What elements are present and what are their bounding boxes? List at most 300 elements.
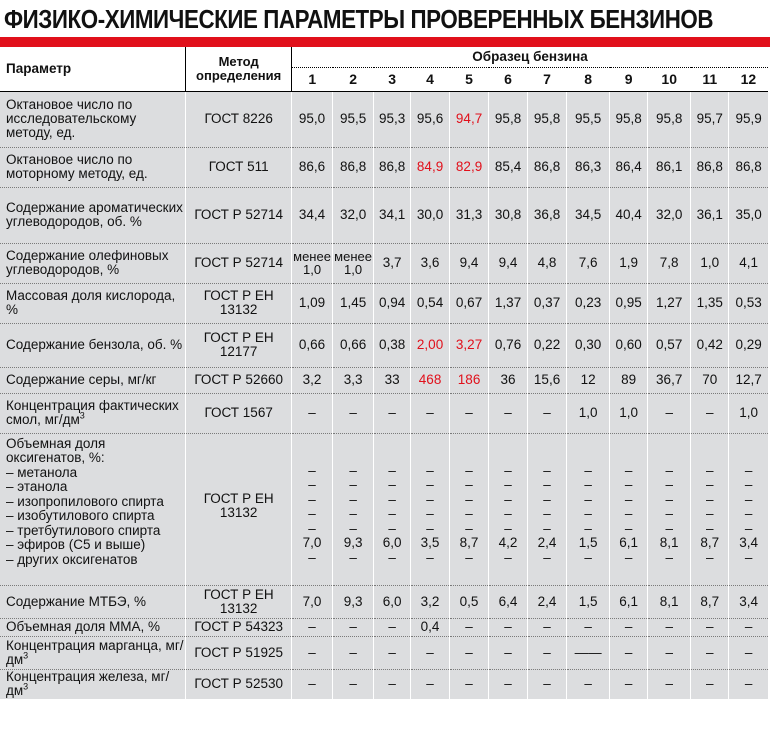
method-cell: ГОСТ Р ЕН 13132 xyxy=(186,283,292,323)
value-cell: 95,8 xyxy=(528,91,567,147)
value-cell: 34,4 xyxy=(292,187,333,243)
value-cell: 30,0 xyxy=(411,187,450,243)
value-cell: 0,66 xyxy=(292,323,333,367)
parameter-cell xyxy=(0,618,186,636)
value-cell: 95,8 xyxy=(489,91,528,147)
value-cell: 2,00 xyxy=(411,323,450,367)
header-parameter: Параметр xyxy=(0,47,186,91)
value-cell: 86,8 xyxy=(528,147,567,187)
value-cell: 9,3 xyxy=(333,585,374,618)
oxygenate-value: – xyxy=(426,491,434,507)
value-cell: 0,53 xyxy=(729,283,768,323)
oxygenate-value: – xyxy=(388,491,396,507)
value-cell: – xyxy=(411,636,450,669)
oxygenate-value: – xyxy=(465,549,473,565)
table-row xyxy=(0,585,768,618)
parameter-line: – эфиров (С5 и выше) xyxy=(6,537,146,552)
value-cell: 2,4 xyxy=(528,585,567,618)
oxygenate-value: – xyxy=(665,506,673,521)
value-cell: 1,0 xyxy=(691,243,729,283)
oxygenate-value: – xyxy=(504,477,512,492)
value-cell xyxy=(489,433,528,585)
oxygenate-value: 8,7 xyxy=(459,535,479,550)
parameter-label: Объемная доля ММА, % xyxy=(6,619,161,634)
value-cell: 86,8 xyxy=(374,147,411,187)
table-row xyxy=(0,393,768,433)
oxygenate-value: – xyxy=(308,506,316,521)
value-cell: – xyxy=(567,669,610,699)
parameter-cell xyxy=(0,323,186,367)
value-cell: – xyxy=(374,618,411,636)
value-cell: – xyxy=(333,669,374,699)
method-cell: ГОСТ Р 54323 xyxy=(186,618,292,636)
value-cell: – xyxy=(333,393,374,433)
method-cell: ГОСТ 8226 xyxy=(186,91,292,147)
header-sample-number: 2 xyxy=(333,67,374,91)
value-cell: 95,6 xyxy=(411,91,450,147)
value-cell: – xyxy=(333,618,374,636)
oxygenate-value: 8,1 xyxy=(659,535,679,550)
method-cell: ГОСТ 511 xyxy=(186,147,292,187)
parameter-line: – этанола xyxy=(6,479,68,494)
value-cell: 4,8 xyxy=(528,243,567,283)
value-cell: 1,9 xyxy=(610,243,648,283)
value-cell xyxy=(528,433,567,585)
value-cell: 85,4 xyxy=(489,147,528,187)
page-title: ФИЗИКО-ХИМИЧЕСКИЕ ПАРАМЕТРЫ ПРОВЕРЕННЫХ БЕНЗИНОВ xyxy=(4,4,714,34)
method-cell: ГОСТ Р ЕН 13132 xyxy=(186,585,292,618)
value-cell: 86,8 xyxy=(333,147,374,187)
value-cell: – xyxy=(729,669,768,699)
value-cell: 1,37 xyxy=(489,283,528,323)
value-cell: 3,3 xyxy=(333,367,374,393)
oxygenate-value: – xyxy=(584,549,592,565)
value-cell: – xyxy=(729,618,768,636)
parameter-label: Октановое число по исследовательскому методу, ед. xyxy=(6,97,137,140)
oxygenate-value: – xyxy=(584,462,592,478)
oxygenate-value: – xyxy=(465,462,473,478)
header-sample-number: 9 xyxy=(610,67,648,91)
value-cell: – xyxy=(450,393,489,433)
value-cell: 0,5 xyxy=(450,585,489,618)
value-cell: 12,7 xyxy=(729,367,768,393)
parameter-cell xyxy=(0,433,186,585)
value-cell: 0,95 xyxy=(610,283,648,323)
oxygenate-value: 6,1 xyxy=(619,535,639,550)
unit-superscript: 3 xyxy=(23,650,29,660)
value-cell: 82,9 xyxy=(450,147,489,187)
oxygenate-value: – xyxy=(624,477,633,492)
header-sample-number: 4 xyxy=(411,67,450,91)
value-cell: – xyxy=(610,618,648,636)
value-cell: 186 xyxy=(450,367,489,393)
value-cell: 86,1 xyxy=(648,147,691,187)
oxygenate-value: – xyxy=(388,520,396,536)
oxygenate-value: 3,5 xyxy=(420,535,440,550)
oxygenate-value: 6,0 xyxy=(382,535,402,550)
parameter-label: Содержание бензола, об. % xyxy=(6,337,183,352)
oxygenate-value: – xyxy=(705,491,714,507)
oxygenate-value: – xyxy=(624,491,633,507)
value-cell: менее 1,0 xyxy=(333,243,374,283)
value-cell: 6,4 xyxy=(489,585,528,618)
value-cell: 6,1 xyxy=(610,585,648,618)
oxygenate-value: – xyxy=(705,520,714,536)
value-cell: 32,0 xyxy=(333,187,374,243)
value-cell xyxy=(691,433,729,585)
value-cell: 0,54 xyxy=(411,283,450,323)
value-cell: – xyxy=(648,669,691,699)
value-cell: – xyxy=(333,636,374,669)
parameter-cell xyxy=(0,367,186,393)
oxygenate-value: – xyxy=(584,491,592,507)
value-cell: 0,4 xyxy=(411,618,450,636)
parameter-label: Октановое число по моторному методу, ед. xyxy=(6,152,148,181)
value-cell: 7,0 xyxy=(292,585,333,618)
oxygenate-value: – xyxy=(543,506,551,521)
oxygenate-value: – xyxy=(624,462,633,478)
value-cell: 0,38 xyxy=(374,323,411,367)
value-cell: 86,8 xyxy=(691,147,729,187)
value-cell xyxy=(610,433,648,585)
value-cell: 0,94 xyxy=(374,283,411,323)
parameter-cell xyxy=(0,393,186,433)
value-cell: 0,37 xyxy=(528,283,567,323)
value-cell: – xyxy=(292,393,333,433)
value-cell: – xyxy=(489,618,528,636)
oxygenate-value: – xyxy=(308,462,316,478)
oxygenate-value: – xyxy=(465,477,473,492)
value-cell: 95,7 xyxy=(691,91,729,147)
header-red-bar xyxy=(0,37,770,47)
parameter-line: Объемная доля xyxy=(6,435,106,451)
value-cell: 1,27 xyxy=(648,283,691,323)
header-sample: Образец бензина xyxy=(292,47,768,67)
parameter-cell xyxy=(0,585,186,618)
value-cell: 0,22 xyxy=(528,323,567,367)
value-cell: 0,30 xyxy=(567,323,610,367)
oxygenate-value: – xyxy=(665,462,673,478)
oxygenate-value: – xyxy=(744,477,753,492)
value-cell: – xyxy=(528,669,567,699)
parameter-cell xyxy=(0,187,186,243)
value-cell: 84,9 xyxy=(411,147,450,187)
table-row xyxy=(0,618,768,636)
oxygenate-value: – xyxy=(388,477,396,492)
value-cell: – xyxy=(648,618,691,636)
value-cell: – xyxy=(691,618,729,636)
value-cell: 95,5 xyxy=(567,91,610,147)
oxygenate-value: 8,7 xyxy=(700,535,720,550)
value-cell: 32,0 xyxy=(648,187,691,243)
header-sample-number: 12 xyxy=(729,67,768,91)
oxygenate-value: – xyxy=(624,506,633,521)
table-row xyxy=(0,147,768,187)
method-cell: ГОСТ Р 52714 xyxy=(186,187,292,243)
header-sample-number: 1 xyxy=(292,67,333,91)
parameter-cell xyxy=(0,283,186,323)
value-cell: 0,57 xyxy=(648,323,691,367)
parameter-line: оксигенатов, %: xyxy=(6,450,105,465)
oxygenate-value: – xyxy=(584,506,592,521)
value-cell: – xyxy=(648,393,691,433)
table-row xyxy=(0,367,768,393)
value-cell: – xyxy=(528,636,567,669)
value-cell xyxy=(450,433,489,585)
value-cell: 1,5 xyxy=(567,585,610,618)
value-cell: – xyxy=(489,393,528,433)
value-cell: 95,0 xyxy=(292,91,333,147)
oxygenate-value: – xyxy=(426,520,434,536)
oxygenate-value: – xyxy=(504,520,512,536)
value-cell: – xyxy=(374,636,411,669)
oxygenate-value: – xyxy=(705,462,714,478)
oxygenate-value: – xyxy=(465,506,473,521)
oxygenate-value: – xyxy=(744,462,753,478)
parameter-cell xyxy=(0,91,186,147)
value-cell: 35,0 xyxy=(729,187,768,243)
value-cell: 40,4 xyxy=(610,187,648,243)
parameter-label: Массовая доля кислорода, % xyxy=(6,288,176,317)
value-cell: 34,1 xyxy=(374,187,411,243)
method-cell: ГОСТ Р ЕН 13132 xyxy=(186,433,292,585)
oxygenate-value: – xyxy=(584,477,592,492)
value-cell: 36,8 xyxy=(528,187,567,243)
value-cell: 89 xyxy=(610,367,648,393)
table-row xyxy=(0,243,768,283)
table-row xyxy=(0,323,768,367)
oxygenate-value: – xyxy=(744,506,753,521)
parameter-label: Содержание серы, мг/кг xyxy=(6,372,157,387)
method-cell: ГОСТ Р 52714 xyxy=(186,243,292,283)
value-cell: —— xyxy=(567,636,610,669)
header-sample-number: 11 xyxy=(691,67,729,91)
value-cell: 0,66 xyxy=(333,323,374,367)
method-cell: ГОСТ Р 52530 xyxy=(186,669,292,699)
value-cell xyxy=(374,433,411,585)
oxygenate-value: – xyxy=(349,506,357,521)
oxygenate-value: – xyxy=(624,520,633,536)
header-sample-number: 5 xyxy=(450,67,489,91)
oxygenate-value: – xyxy=(744,491,753,507)
value-cell: 86,6 xyxy=(292,147,333,187)
table-row xyxy=(0,636,768,669)
parameter-line: – изобутилового спирта xyxy=(6,508,155,523)
value-cell: 1,35 xyxy=(691,283,729,323)
parameter-label: Концентрация марганца, мг/дм xyxy=(6,637,184,667)
oxygenate-value: – xyxy=(504,549,512,565)
oxygenate-value: – xyxy=(388,462,396,478)
value-cell: – xyxy=(374,669,411,699)
parameter-line: – других оксигенатов xyxy=(6,551,138,567)
oxygenate-value: – xyxy=(308,520,316,536)
value-cell: 3,27 xyxy=(450,323,489,367)
value-cell: 1,45 xyxy=(333,283,374,323)
oxygenate-value: – xyxy=(665,491,673,507)
value-cell: 0,42 xyxy=(691,323,729,367)
oxygenate-value: – xyxy=(624,549,633,565)
oxygenate-value: – xyxy=(705,549,714,565)
oxygenate-value: – xyxy=(349,462,357,478)
oxygenate-value: – xyxy=(388,506,396,521)
oxygenate-value: – xyxy=(308,477,316,492)
value-cell: – xyxy=(292,618,333,636)
value-cell: 4,1 xyxy=(729,243,768,283)
header-sample-number: 3 xyxy=(374,67,411,91)
oxygenate-value: – xyxy=(388,549,396,565)
oxygenate-value: – xyxy=(426,462,434,478)
value-cell: 36 xyxy=(489,367,528,393)
parameter-cell xyxy=(0,243,186,283)
table-row xyxy=(0,283,768,323)
value-cell: 0,60 xyxy=(610,323,648,367)
value-cell: 0,29 xyxy=(729,323,768,367)
oxygenate-value: 7,0 xyxy=(302,535,322,550)
unit-superscript: 3 xyxy=(23,681,29,692)
value-cell: 0,67 xyxy=(450,283,489,323)
oxygenate-value: – xyxy=(504,491,512,507)
value-cell: – xyxy=(489,636,528,669)
oxygenate-value: – xyxy=(349,520,357,536)
oxygenate-value: – xyxy=(744,520,753,536)
value-cell: 9,4 xyxy=(489,243,528,283)
value-cell xyxy=(567,433,610,585)
value-cell: 95,3 xyxy=(374,91,411,147)
oxygenate-value: 3,4 xyxy=(739,535,758,550)
parameter-line: – метанола xyxy=(6,464,78,480)
header-sample-number: 6 xyxy=(489,67,528,91)
value-cell: 9,4 xyxy=(450,243,489,283)
oxygenate-value: 4,2 xyxy=(498,535,518,550)
oxygenate-value: – xyxy=(584,520,592,536)
value-cell: 94,7 xyxy=(450,91,489,147)
oxygenate-value: – xyxy=(665,477,673,492)
oxygenate-value: 2,4 xyxy=(537,535,557,550)
value-cell: 3,4 xyxy=(729,585,768,618)
table-row xyxy=(0,91,768,147)
value-cell: – xyxy=(411,669,450,699)
value-cell: 15,6 xyxy=(528,367,567,393)
parameter-label: Концентрация фактических смол, мг/дм xyxy=(6,398,179,427)
oxygenate-value: – xyxy=(349,491,357,507)
oxygenate-value: – xyxy=(349,549,357,565)
value-cell: 95,8 xyxy=(610,91,648,147)
parameter-label: Содержание ароматических углеводородов, об. % xyxy=(6,200,183,229)
value-cell: – xyxy=(374,393,411,433)
parameter-line: – третбутилового спирта xyxy=(6,522,161,538)
method-cell: ГОСТ Р 51925 xyxy=(186,636,292,669)
value-cell: 3,7 xyxy=(374,243,411,283)
value-cell: – xyxy=(292,669,333,699)
oxygenate-value: – xyxy=(705,477,714,492)
value-cell: 12 xyxy=(567,367,610,393)
value-cell: 31,3 xyxy=(450,187,489,243)
value-cell: – xyxy=(610,636,648,669)
value-cell: 3,2 xyxy=(411,585,450,618)
method-cell: ГОСТ Р ЕН 12177 xyxy=(186,323,292,367)
value-cell: 0,76 xyxy=(489,323,528,367)
header-method: Метод определения xyxy=(186,47,292,91)
value-cell: 34,5 xyxy=(567,187,610,243)
method-cell: ГОСТ Р 52660 xyxy=(186,367,292,393)
value-cell: – xyxy=(691,669,729,699)
value-cell: 70 xyxy=(691,367,729,393)
value-cell xyxy=(333,433,374,585)
value-cell xyxy=(648,433,691,585)
value-cell: – xyxy=(648,636,691,669)
value-cell xyxy=(411,433,450,585)
table-row xyxy=(0,433,768,585)
header-sample-number: 7 xyxy=(528,67,567,91)
oxygenate-value: – xyxy=(465,520,473,536)
value-cell: 33 xyxy=(374,367,411,393)
header-sample-number: 8 xyxy=(567,67,610,91)
oxygenate-value: – xyxy=(308,549,316,565)
value-cell: 86,8 xyxy=(729,147,768,187)
value-cell: 7,8 xyxy=(648,243,691,283)
value-cell: 6,0 xyxy=(374,585,411,618)
value-cell: – xyxy=(729,636,768,669)
oxygenate-value: – xyxy=(744,549,753,565)
value-cell: 95,8 xyxy=(648,91,691,147)
value-cell: 36,7 xyxy=(648,367,691,393)
oxygenate-value: – xyxy=(543,549,551,565)
value-cell: 1,0 xyxy=(610,393,648,433)
parameter-cell xyxy=(0,147,186,187)
value-cell: – xyxy=(691,636,729,669)
oxygenate-value: – xyxy=(504,462,512,478)
oxygenate-value: – xyxy=(543,477,551,492)
value-cell: 3,2 xyxy=(292,367,333,393)
value-cell: 8,1 xyxy=(648,585,691,618)
oxygenate-value: – xyxy=(543,520,551,536)
oxygenate-value: – xyxy=(426,506,434,521)
parameter-line: – изопропилового спирта xyxy=(6,493,164,509)
parameter-label: Концентрация железа, мг/дм xyxy=(6,669,170,699)
value-cell: 468 xyxy=(411,367,450,393)
value-cell: 1,0 xyxy=(729,393,768,433)
value-cell: 36,1 xyxy=(691,187,729,243)
oxygenate-value: – xyxy=(308,491,316,507)
value-cell: 0,23 xyxy=(567,283,610,323)
value-cell: 3,6 xyxy=(411,243,450,283)
oxygenate-value: – xyxy=(543,462,551,478)
header-sample-number: 10 xyxy=(648,67,691,91)
oxygenate-value: 9,3 xyxy=(343,535,363,550)
value-cell: 86,4 xyxy=(610,147,648,187)
table-row xyxy=(0,669,768,699)
value-cell: – xyxy=(528,393,567,433)
value-cell: – xyxy=(691,393,729,433)
oxygenate-value: – xyxy=(705,506,714,521)
value-cell: – xyxy=(528,618,567,636)
value-cell: 86,3 xyxy=(567,147,610,187)
value-cell: 30,8 xyxy=(489,187,528,243)
gasoline-parameters-table xyxy=(0,47,768,699)
value-cell: – xyxy=(411,393,450,433)
value-cell: 8,7 xyxy=(691,585,729,618)
oxygenate-value: – xyxy=(426,477,434,492)
oxygenate-value: 1,5 xyxy=(578,535,598,550)
oxygenate-value: – xyxy=(665,549,673,565)
value-cell: – xyxy=(292,636,333,669)
value-cell: 1,09 xyxy=(292,283,333,323)
value-cell: 95,9 xyxy=(729,91,768,147)
value-cell xyxy=(292,433,333,585)
value-cell: менее 1,0 xyxy=(292,243,333,283)
oxygenate-value: – xyxy=(426,549,434,565)
parameter-label: Содержание МТБЭ, % xyxy=(6,593,147,609)
